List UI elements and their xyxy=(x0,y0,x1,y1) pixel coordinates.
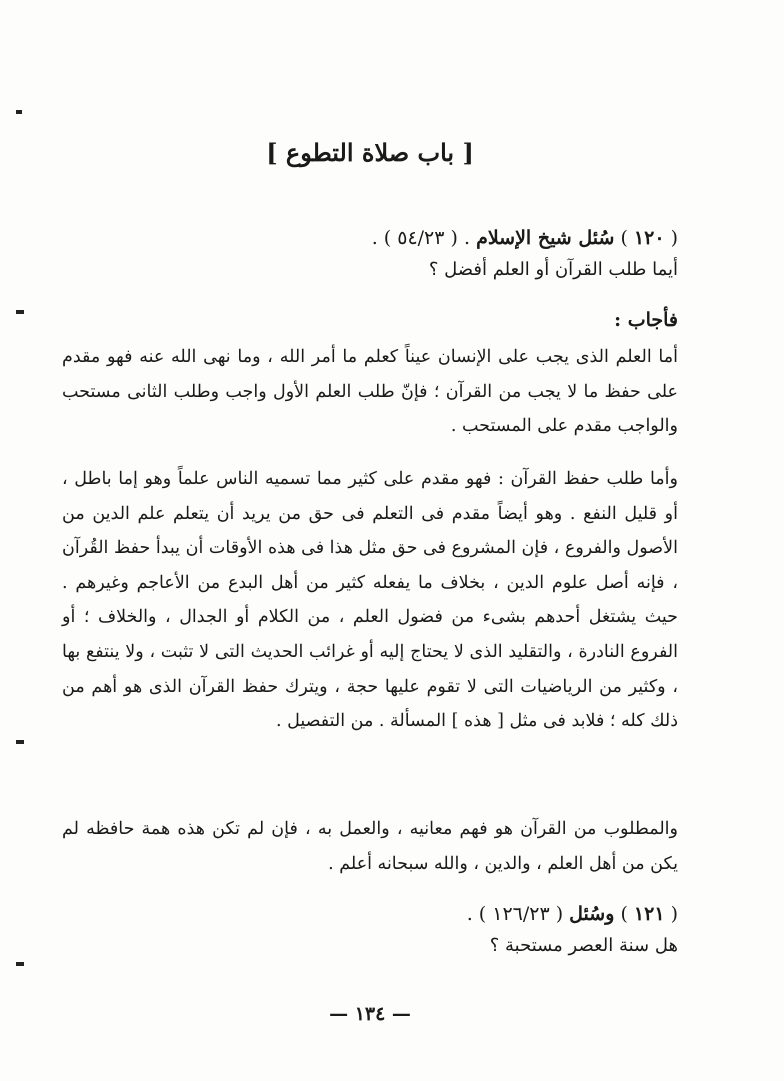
answer-paragraph-2 xyxy=(62,462,678,739)
question-120-block xyxy=(62,222,678,286)
question-number-open-paren: ( xyxy=(670,227,678,249)
margin-mark xyxy=(16,310,24,314)
question-120-heading xyxy=(62,222,678,254)
answer-paragraph-1 xyxy=(62,340,678,444)
margin-mark xyxy=(16,740,24,744)
question-number-close-paren: ) xyxy=(620,903,628,925)
paragraph: وأما طلب حفظ القرآن : فهو مقدم على كثير مما تسميه الناس علماً وهو إما باطل ، أو قليل النفع . وهو أيضاً مقدم فى التعلم فى حق من يريد أن يتعلم علم الدين من الأصول والفروع ، فإن المشروع فى حق مثل هذا فى هذه الأوقات أن يبدأ حفظ القُرآن ، فإنه أصل علوم الدين ، بخلاف ما يفعله كثير من أهل البدع من الأعاجم وغيرهم . حيث يشتغل أحدهم بشىء من فضول العلم ، من الكلام أو الجدال ، والخلاف ؛ أو الفروع النادرة ، والتقليد الذى لا يحتاج إليه أو غرائب الحديث التى لا تثبت ، ولا ينتفع بها ، وكثير من الرياضيات التى لا تقوم عليها حجة ، ويترك حفظ القرآن الذى هو أهم من ذلك كله ؛ فلابد فى مثل [ هذه ] المسألة . من التفصيل . xyxy=(62,469,678,732)
question-121-block xyxy=(62,898,678,962)
question-label: سُئل شيخ الإسلام xyxy=(476,227,615,249)
margin-mark xyxy=(16,962,24,966)
paragraph: والمطلوب من القرآن هو فهم معانيه ، والعمل به ، فإن لم تكن هذه همة حافظه لم يكن من أهل العلم ، والدين ، والله سبحانه أعلم . xyxy=(62,819,678,874)
paragraph: أما العلم الذى يجب على الإنسان عيناً كعلم ما أمر الله ، وما نهى الله عنه فهو مقدم على حفظ ما لا يجب من القرآن ؛ فإنّ طلب العلم الأول واجب وطلب الثانى مستحب والواجب مقدم على المستحب . xyxy=(62,347,678,437)
question-reference: ( ١٢٦/٢٣ ) . xyxy=(466,903,564,925)
answer-paragraph-3 xyxy=(62,812,678,881)
answer-label: فأجاب : xyxy=(614,309,678,331)
question-number: ١٢٠ xyxy=(633,227,665,249)
chapter-title: [ باب صلاة التطوع ] xyxy=(266,138,474,167)
question-number-close-paren: ) xyxy=(620,227,628,249)
question-text: هل سنة العصر مستحبة ؟ xyxy=(489,935,678,956)
question-number-open-paren: ( xyxy=(670,903,678,925)
question-text: أيما طلب القرآن أو العلم أفضل ؟ xyxy=(428,259,678,280)
answer-label-block xyxy=(62,304,678,336)
margin-mark xyxy=(16,110,22,114)
question-121-heading xyxy=(62,898,678,930)
question-reference: . ( ٥٤/٢٣ ) . xyxy=(371,227,471,249)
question-label: وسُئل xyxy=(569,903,615,925)
question-number: ١٢١ xyxy=(633,903,665,925)
page-number: — ١٣٤ — xyxy=(329,1003,411,1025)
